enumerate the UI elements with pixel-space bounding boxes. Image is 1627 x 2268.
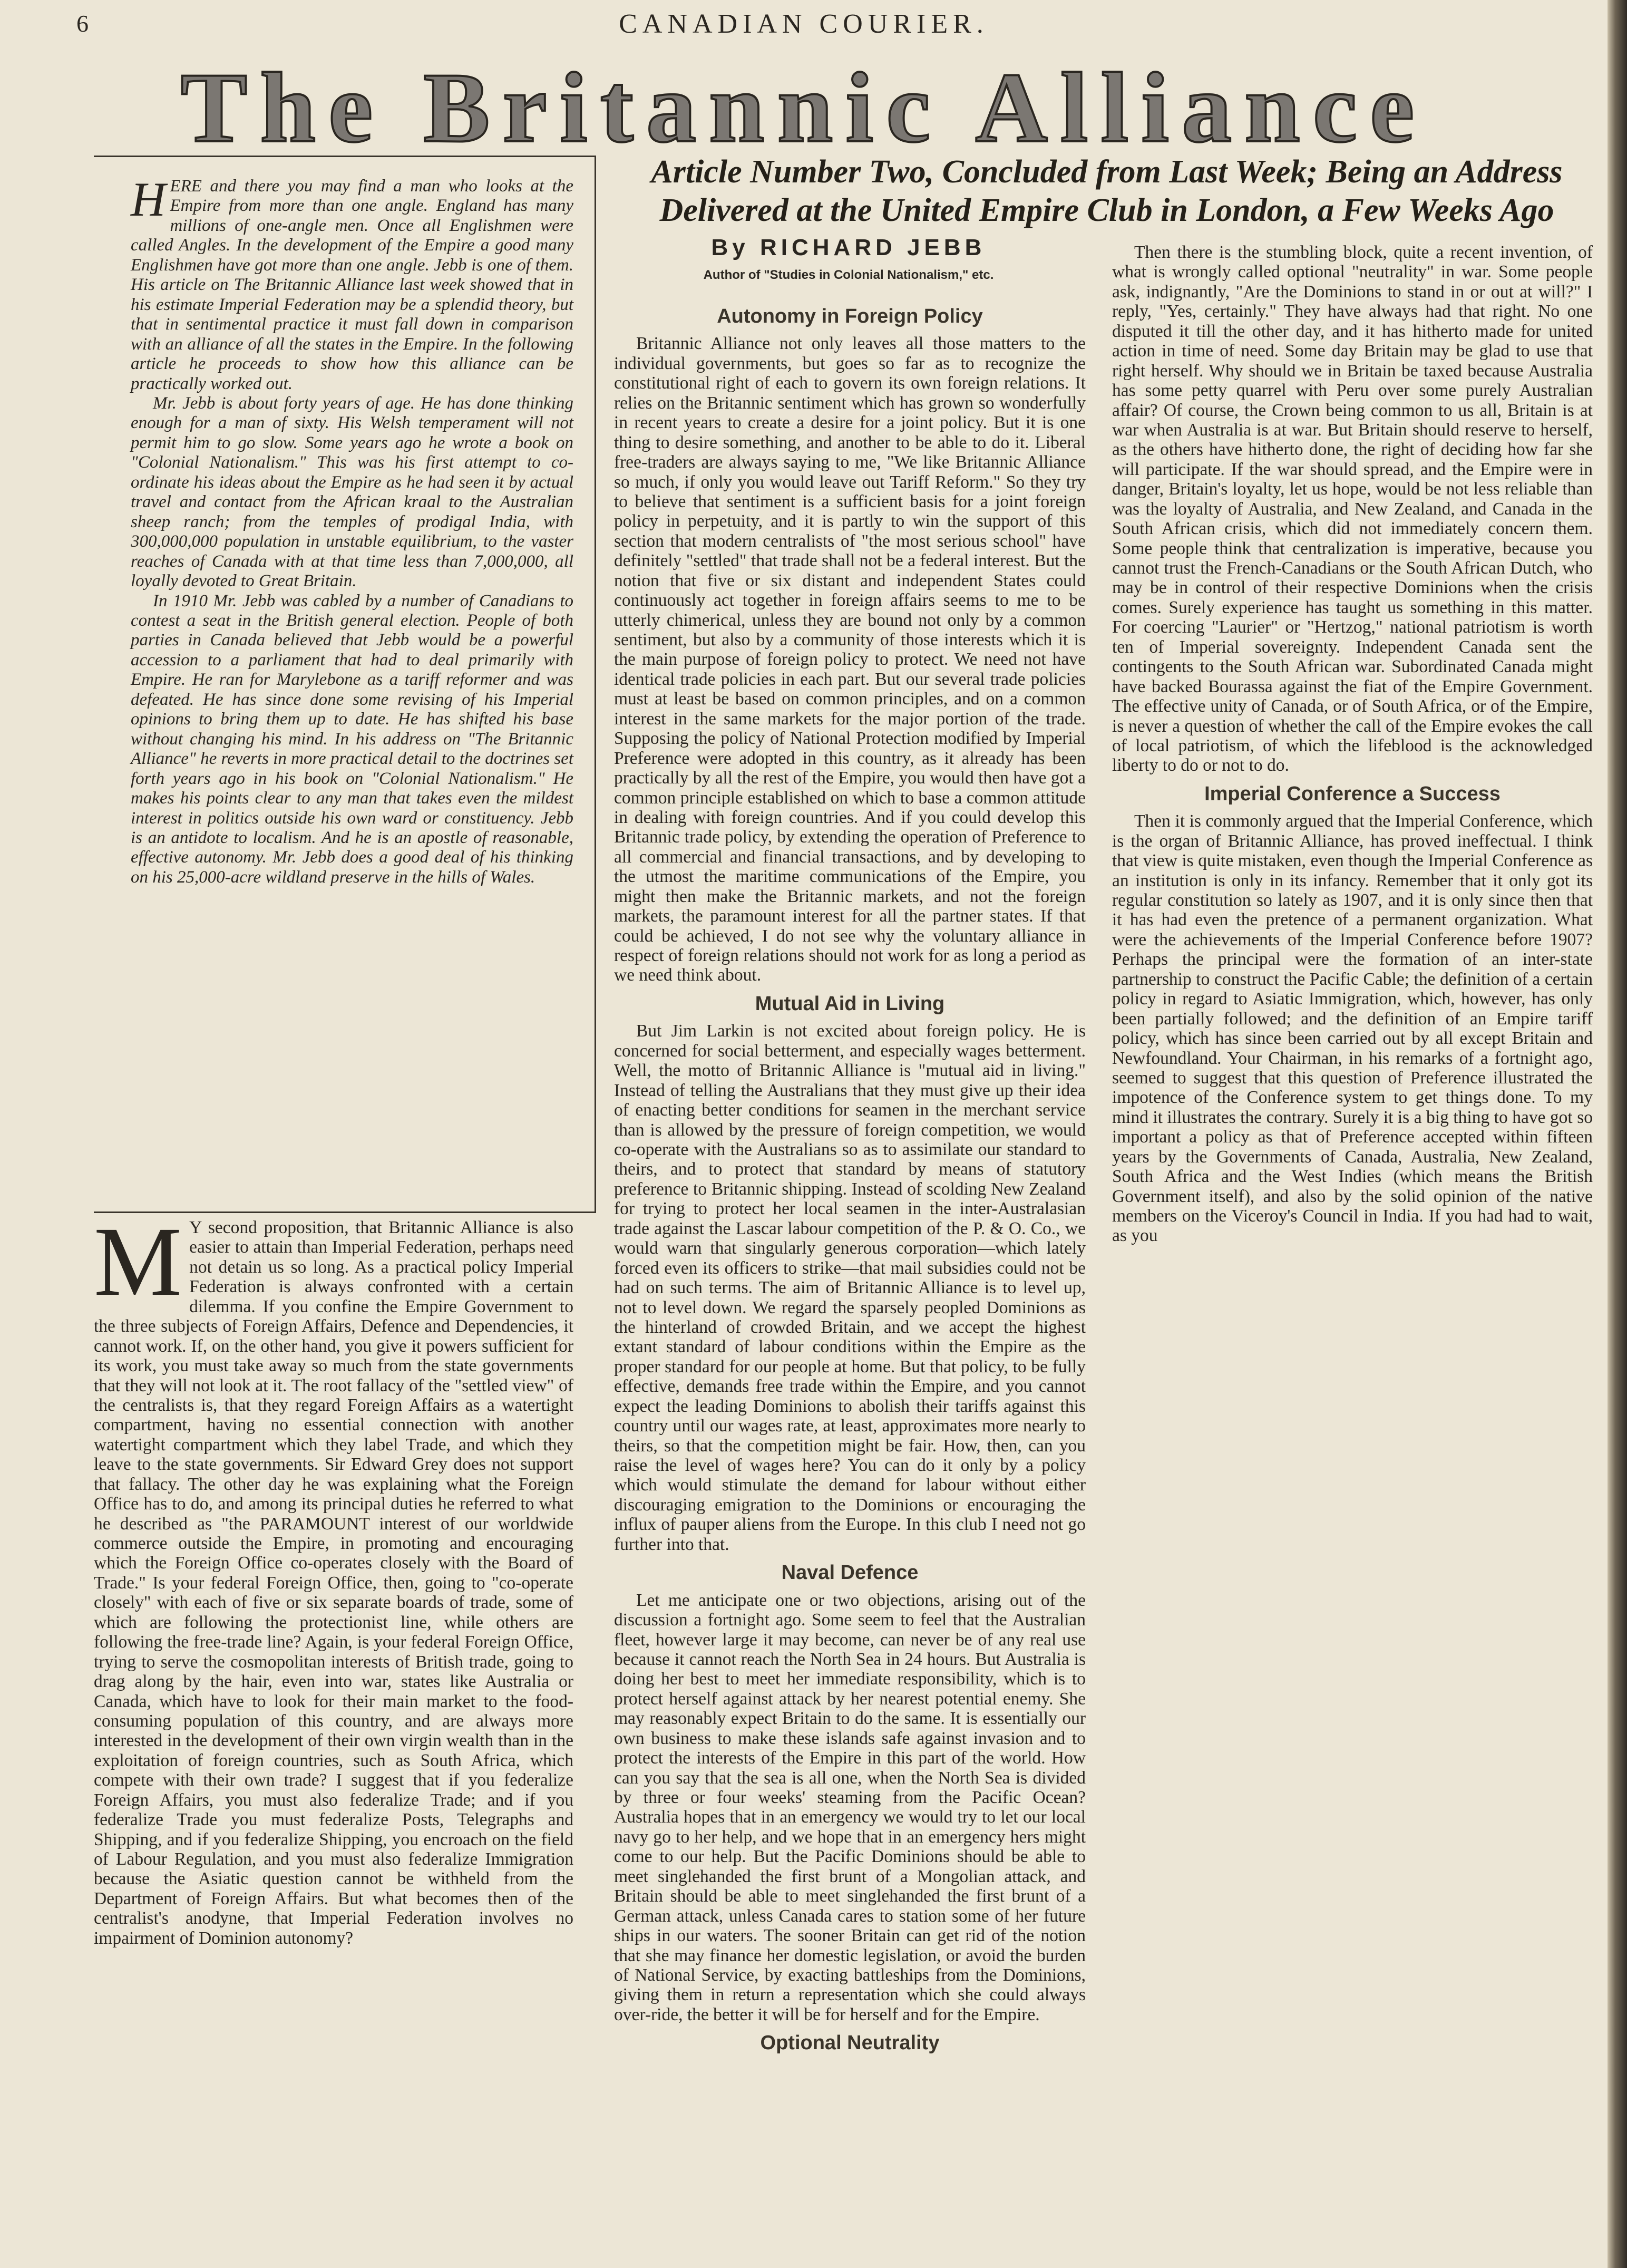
intro-paragraph-1: HERE and there you may find a man who looks at the Empire from more than one angle. England has many millions of one-angle men. Once all Englishmen were called Angles. In the development of the Empire a good many Englishmen have got more than one angle. Jebb is one of them. His article on The Britannic Alliance last week showed that in his estimate Imperial Federation may be a splendid theory, but that in sentimental practice it must fall down in comparison with an alliance of all the states in the Empire. In the following article he proceeds to show how this alliance can be practically worked out.: [131, 172, 573, 393]
intro-paragraph-3: In 1910 Mr. Jebb was cabled by a number of Canadians to contest a seat in the British general election. People of both parties in Canada believed that Jebb would be a powerful accession to a parliament that had to deal primarily with Empire. He ran for Marylebone as a tariff reformer and was defeated. He has since done some revising of his Imperial opinions to bring them up to date. He has shifted his base without changing his mind. In his address on "The Britannic Alliance" he reverts in more practical detail to the doctrines set forth years ago in his book on "Colonial Nationalism." He makes his points clear to any man that takes even the mildest interest in politics outside his own ward or constituency. Jebb is an antidote to localism. And he is an apostle of reasonable, effective autonomy. Mr. Jebb does a good deal of his thinking on his 25,000-acre wildland preserve in the hills of Wales.: [131, 591, 573, 887]
article-column-2: [614, 298, 1086, 2061]
paragraph-autonomy: Britannic Alliance not only leaves all those matters to the individual governments, but goes so far as to recognize the constitutional right of each to govern its own foreign relations. It relies on the Britannic sentiment which has grown so wonderfully in recent years to create a desire for a joint policy. But it is one thing to desire something, and another to be able to do it. Liberal free-traders are always saying to me, "We like Britannic Alliance so much, if only you would leave out Tariff Reform." So they try to believe that sentiment is a sufficient basis for a joint foreign policy in perpetuity, and it is partly to win the support of this section that modern centralists of "the most serious school" have definitely "settled" that trade shall not be a federal interest. But the notion that five or six distant and independent States could continuously act together in foreign affairs seems to me to be utterly chimerical, unless they are bound not only by a common sentiment, but also by a community of those interests which it is the main purpose of foreign policy to protect. We need not have identical trade policies in each part. But our several trade policies must at least be based on common principles, and on a common interest in the same markets for the major portion of the trade. Supposing the policy of National Protection modified by Imperial Preference were adopted in this country, as it already has been practically by all the rest of the Empire, you would then have got a common principle established on which to base a common attitude in dealing with foreign countries. And if you could develop this Britannic trade policy, by extending the operation of Preference to all commercial and financial transactions, and by developing to the utmost the maritime communications of the Empire, you might then make the Britannic markets, and not the foreign markets, the paramount interest for all the partner states. If that could be achieved, I do not see why the voluntary alliance in respect of foreign relations should not work for as long a period as we need think about.: [614, 334, 1086, 985]
article-title: The Britannic Alliance: [180, 53, 1427, 163]
article-subtitle: Article Number Two, Concluded from Last Week; Being an Address Delivered at the United Empire Club in London, a Few Weeks Ago: [651, 154, 1563, 228]
heading-imperial-conference: Imperial Conference a Success: [1204, 782, 1501, 805]
paragraph-optional-neutrality: Then there is the stumbling block, quite a recent invention, of what is wrongly called optional "neutrality" in war. Some people ask, indignantly, "Are the Dominions to stand in or out at will?" I reply, "Yes, certainly." They have always had that right. No one disputed it till the other day, and it has hitherto made for united action in time of need. Some day Britain may be glad to use that right herself. Why should we in Britain be taxed because Australia has some petty quarrel with Peru over some purely Australian affair? Of course, the Crown being common to us all, Britain is at war when Australia is at war. But Britain should reserve to herself, as the others have hitherto done, the right of deciding how far she will participate. If the war should spread, and the Empire were in danger, Britain's loyalty, let us hope, would be not less reliable than was the loyalty of Australia, and New Zealand, and Canada in the South African crisis, which did not immediately concern them. Some people think that centralization is imperative, because you cannot trust the French-Canadians or the South African Dutch, who may be in control of their respective Dominions when the crisis comes. Surely experience has taught us something in this matter. For coercing "Laurier" or "Hertzog," national patriotism is worth ten of Imperial sovereignty. Independent Canada sent the contingents to the South African war. Subordinated Canada might have backed Bourassa against the fiat of the Empire Government. The effective unity of Canada, or of South Africa, or of the Empire, is never a question of whether the call of the Empire evokes the call of local patriotism, of which the lifeblood is the acknowledged liberty to do or not to do.: [1112, 243, 1593, 776]
article-column-1: [94, 1206, 573, 1948]
binding-edge: [1607, 0, 1627, 2268]
intro-paragraph-2: Mr. Jebb is about forty years of age. He has done thinking enough for a man of sixty. His Welsh temperament will not permit him to go slow. Some years ago he wrote a book on "Colonial Nationalism." This was his first attempt to co-ordinate his ideas about the Empire as he had seen it by actual travel and contact from the African kraal to the Australian sheep ranch; from the temples of prodigal India, with 300,000,000 population in unstable equilibrium, to the vaster reaches of Canada with at that time less than 7,000,000, all loyally devoted to Great Britain.: [131, 393, 573, 591]
intro-drop-cap: H: [131, 172, 166, 226]
heading-naval-defence: Naval Defence: [781, 1562, 919, 1584]
paragraph-mutual-aid: But Jim Larkin is not excited about foreign policy. He is concerned for social betterment, and especially wages betterment. Well, the motto of Britannic Alliance is "mutual aid in living." Instead of telling the Australians that they must give up their idea of enacting better conditions for seamen in the merchant service than is allowed by the pressure of foreign competition, we would co-operate with the Australians so as to assimilate our standard to theirs, and to protect that standard by means of statutory preference to Britannic shipping. Instead of scolding New Zealand for trying to protect her local seamen in the inter-Australasian trade against the Lascar labour competition of the P. & O. Co., we would warn that singularly generous corporation—which lately forced even its officers to strike—that mail subsidies could not be had on such terms. The aim of Britannic Alliance is to level up, not to level down. We regard the sparsely peopled Dominions as the hinterland of crowded Britain, and we accept the highest extant standard of labour conditions within the Empire as the proper standard for our people at home. But that policy, to be fully effective, demands free trade within the Empire, and you cannot expect the leading Dominions to abolish their tariffs against this country until our wages rate, at least, approximates more nearly to theirs, so that the competition might be fair. How, then, can you raise the level of wages here? You can do it only by a policy which would stimulate the demand for labour without either discouraging emigration to the Dominions or encouraging the influx of pauper aliens from the Europe. In this club I need not go further into that.: [614, 1021, 1086, 1554]
heading-mutual-aid: Mutual Aid in Living: [755, 992, 945, 1015]
body-paragraph-1: M Y second proposition, that Britannic Alliance is also easier to attain than Imperial Federation, perhaps need not detain us so long. As a practical policy Imperial Federation is always confronted with a certain dilemma. If you confine the Empire Government to the three subjects of Foreign Affairs, Defence and Dependencies, it cannot work. If, on the other hand, you give it powers sufficient for its work, you must take away so much from the state governments that they will not look at it. The root fallacy of the "settled view" of the centralists is, that they regard Foreign Affairs as a watertight compartment, having no essential connection with another watertight compartment which they label Trade, and which they leave to the state governments. Sir Edward Grey does not support that fallacy. The other day he was explaining what the Foreign Office has to do, and among its principal duties he referred to what he described as "the PARAMOUNT interest of our worldwide commerce outside the Empire, in promoting and encouraging which the Foreign Office co-operates closely with the Board of Trade." Is your federal Foreign Office, then, going to "co-operate closely" with each of five or six separate boards of trade, some of which are following the protectionist line, while others are following the free-trade line? Again, is your federal Foreign Office, trying to serve the cosmopolitan interests of British trade, going to drag along by the hair, even into war, states like Australia or Canada, which have to look for their main market to the food-consuming population of this country, and are always more interested in the development of their own virgin wealth than in the exploitation of foreign countries, such as South Africa, which compete with their own trade? I suggest that if you federalize Foreign Affairs, you must also federalize Trade; and if you federalize Trade you must federalize Posts, Telegraphs and Shipping, and if you federalize Shipping, you encroach on the field of Labour Regulation, and you must also federalize Immigration because the Asiatic question cannot be withheld from the Department of Foreign Affairs. But what becomes then of the centralist's anodyne, that Imperial Federation involves no impairment of Dominion autonomy?: [94, 1206, 573, 1948]
heading-optional-neutrality: Optional Neutrality: [760, 2032, 940, 2054]
author-credit: Author of "Studies in Colonial Nationalism," etc.: [703, 268, 994, 282]
heading-autonomy: Autonomy in Foreign Policy: [717, 305, 983, 327]
editor-intro: [131, 172, 573, 887]
byline: By RICHARD JEBB: [711, 235, 986, 260]
paragraph-naval-defence: Let me anticipate one or two objections, arising out of the discussion a fortnight ago. Some seem to feel that the Australian fleet, however large it may become, can never be of any real use because it cannot reach the North Sea in 24 hours. But Australia is doing her best to meet her immediate responsibility, which is to protect herself against attack by her nearest potential enemy. She may reasonably expect Britain to do the same. It is essentially our own business to make these islands safe against invasion and to protect the interests of the Empire in this part of the world. How can you say that the sea is all one, when the North Sea is divided by three or four weeks' steaming from the Pacific Ocean? Australia hopes that in an emergency we would try to let our local navy go to her help, and we hope that in an emergency hers might come to our help. But the Pacific Dominions should be able to meet singlehanded the first brunt of a Mongolian attack, and Britain should be able to meet singlehanded the first brunt of a German attack, unless Canada cares to station some of her future ships in our waters. The sooner Britain can get rid of the notion that she may finance her domestic legislation, or avoid the burden of National Service, by exacting battleships from the Dominions, giving them in return a representation which she could always over-ride, the better it will be for herself and for the Empire.: [614, 1590, 1086, 2024]
page-number: 6: [76, 10, 89, 37]
article-column-3: [1112, 243, 1593, 1246]
running-head: CANADIAN COURIER.: [619, 9, 989, 39]
paragraph-imperial-conference: Then it is commonly argued that the Imperial Conference, which is the organ of Britannic Alliance, has proved ineffectual. I think that view is quite mistaken, even though the Imperial Conference as an institution is only in its infancy. Remember that it only got its regular constitution so lately as 1907, and it is only since then that it has had even the pretence of a permanent organization. What were the achievements of the Imperial Conference before 1907? Perhaps the principal were the formation of an inter-state partnership to construct the Pacific Cable; the definition of a certain policy in regard to Asiatic Immigration, which, however, has only been partially followed; and the definition of an Empire tariff policy, which has since been carried out by all except Britain and Newfoundland. Your Chairman, in his remarks of a fortnight ago, seemed to suggest that this question of Preference illustrated the impotence of the Conference system to get things done. To my mind it illustrates the contrary. Surely it is a big thing to have got so important a policy as that of Preference accepted within fifteen years by the Governments of Canada, Australia, New Zealand, South Africa and the West Indies (which means the British Government itself), and also by the solid opinion of the native members on the Viceroy's Council in India. If you had had to wait, as you: [1112, 811, 1593, 1246]
body-drop-cap: M: [94, 1206, 182, 1316]
